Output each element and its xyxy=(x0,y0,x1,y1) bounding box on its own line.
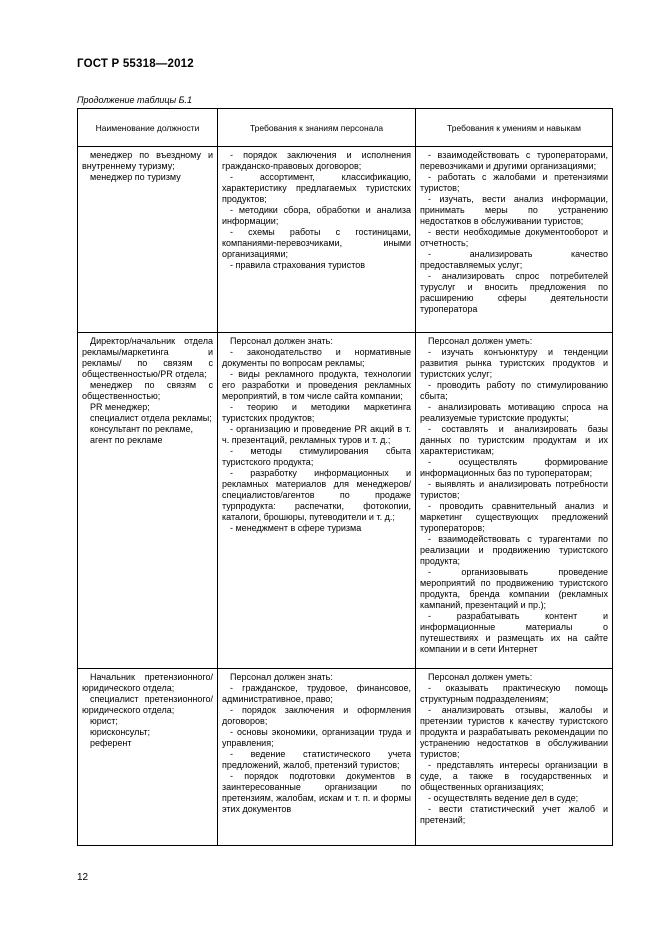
cell-position xyxy=(78,333,218,669)
paragraph: - оказывать практическую помощь структурным подразделениям; xyxy=(420,683,608,704)
paragraph: - работать с жалобами и претензиями туристов; xyxy=(420,172,608,193)
table-header-row xyxy=(78,109,613,147)
paragraph: - анализировать качество предоставляемых услуг; xyxy=(420,249,608,270)
paragraph: менеджер по связям с общественностью; xyxy=(82,380,213,401)
paragraph: - вести статистический учет жалоб и претензий; xyxy=(420,804,608,825)
table-row xyxy=(78,669,613,846)
paragraph: - проводить работу по стимулированию сбыта; xyxy=(420,380,608,401)
paragraph: - осуществлять ведение дел в суде; xyxy=(428,793,579,803)
column-header: Требования к умениям и навыкам xyxy=(416,109,613,147)
paragraph: - анализировать отзывы, жалобы и претензии туристов к качеству туристского продукта и разрабатывать рекомендации по устранению недостатков в обслуживании туристов; xyxy=(420,705,608,759)
cell-knowledge xyxy=(218,669,416,846)
table-head xyxy=(78,109,613,147)
paragraph: - порядок подготовки документов в заинтересованные организации по претензиям, жалобам, искам и т. п. и формы этих документов xyxy=(222,771,411,814)
paragraph: агент по рекламе xyxy=(90,435,163,445)
paragraph: Персонал должен знать: xyxy=(230,336,333,346)
paragraph: - менеджмент в сфере туризма xyxy=(230,523,362,533)
cell-skills xyxy=(416,147,613,333)
paragraph: - изучать, вести анализ информации, принимать меры по устранению недостатков в обслуживании туристов; xyxy=(420,194,608,226)
column-header: Требования к знаниям персонала xyxy=(218,109,416,147)
table-row xyxy=(78,333,613,669)
paragraph: юрисконсульт; xyxy=(90,727,150,737)
paragraph: консультант по рекламе, xyxy=(90,424,194,434)
table-caption: Продолжение таблицы Б.1 xyxy=(77,95,193,105)
paragraph: Директор/начальник отдела рекламы/маркетинга и рекламы/ по связям с общественностью/PR отдела; xyxy=(82,336,213,379)
paragraph: юрист; xyxy=(90,716,118,726)
paragraph: - представлять интересы организации в суде, а также в государственных и общественных организациях; xyxy=(420,760,608,792)
paragraph: - теорию и методики маркетинга туристских продуктов; xyxy=(222,402,411,423)
paragraph: специалист претензионного/ юридического отдела; xyxy=(82,694,213,715)
paragraph: - взаимодействовать с турагентами по реализации и продвижению туристского продукта; xyxy=(420,534,608,566)
paragraph: - анализировать спрос потребителей туруслуг и вносить предложения по расширению сферы деятельности туроператора xyxy=(420,271,608,314)
paragraph: Персонал должен знать: xyxy=(230,672,333,682)
paragraph: - выявлять и анализировать потребности туристов; xyxy=(420,479,608,500)
paragraph: - разрабатывать контент и информационные материалы о путешествиях и размещать их на сайте компании и в сети Интернет xyxy=(420,611,608,654)
table-row xyxy=(78,147,613,333)
paragraph: - организовывать проведение мероприятий по продвижению туристского продукта, бренда компании (рекламных кампаний, презентаций и пр.); xyxy=(420,567,608,610)
paragraph: - взаимодействовать с туроператорами, перевозчиками и другими организациями; xyxy=(420,150,608,171)
paragraph: Персонал должен уметь: xyxy=(428,336,533,346)
requirements-table xyxy=(77,108,613,846)
paragraph: PR менеджер; xyxy=(90,402,150,412)
paragraph: - основы экономики, организации труда и управления; xyxy=(222,727,411,748)
paragraph: - гражданское, трудовое, финансовое, административное, право; xyxy=(222,683,411,704)
cell-position xyxy=(78,147,218,333)
cell-skills xyxy=(416,669,613,846)
paragraph: - порядок заключения и оформления договоров; xyxy=(222,705,411,726)
paragraph: - составлять и анализировать базы данных по туристским продуктам и их характеристикам; xyxy=(420,424,608,456)
paragraph: - методы стимулирования сбыта туристского продукта; xyxy=(222,446,411,467)
paragraph: Персонал должен уметь: xyxy=(428,672,533,682)
paragraph: - методики сбора, обработки и анализа информации; xyxy=(222,205,411,226)
paragraph: - осуществлять формирование информационных баз по туроператорам; xyxy=(420,457,608,478)
paragraph: - законодательство и нормативные документы по вопросам рекламы; xyxy=(222,347,411,368)
page-number: 12 xyxy=(77,872,89,883)
paragraph: - анализировать мотивацию спроса на реализуемые туристские продукты; xyxy=(420,402,608,423)
paragraph: - вести необходимые документооборот и отчетность; xyxy=(420,227,608,248)
document-title: ГОСТ Р 55318—2012 xyxy=(77,58,194,70)
cell-skills xyxy=(416,333,613,669)
paragraph: - разработку информационных и рекламных материалов для менеджеров/специалистов/агентов по продаже турпродукта: распечатки, фотокопии, каталоги, брошюры, путеводители и т. д.; xyxy=(222,468,411,522)
paragraph: - виды рекламного продукта, технологии его разработки и проведения рекламных мероприятий, в том числе сайта компании; xyxy=(222,369,411,401)
paragraph: менеджер по туризму xyxy=(90,172,181,182)
paragraph: - организацию и проведение PR акций в т. ч. презентаций, рекламных туров и т. д.; xyxy=(222,424,411,445)
column-header: Наименование должности xyxy=(78,109,218,147)
cell-knowledge xyxy=(218,147,416,333)
paragraph: - проводить сравнительный анализ и маркетинг существующих предложений туроператоров; xyxy=(420,501,608,533)
paragraph: - правила страхования туристов xyxy=(230,260,366,270)
paragraph: - изучать конъюнктуру и тенденции развития рынка туристских продуктов и туристских услуг; xyxy=(420,347,608,379)
paragraph: - ассортимент, классификацию, характеристику предлагаемых туристских продуктов; xyxy=(222,172,411,204)
paragraph: - порядок заключения и исполнения гражданско-правовых договоров; xyxy=(222,150,411,171)
paragraph: референт xyxy=(90,738,132,748)
table-body xyxy=(78,147,613,846)
paragraph: - ведение статистического учета предложений, жалоб, претензий туристов; xyxy=(222,749,411,770)
cell-knowledge xyxy=(218,333,416,669)
paragraph: Начальник претензионного/юридического отдела; xyxy=(82,672,213,693)
cell-position xyxy=(78,669,218,846)
paragraph: - схемы работы с гостиницами, компаниями-перевозчиками, иными организациями; xyxy=(222,227,411,259)
paragraph: менеджер по въездному и внутреннему туризму; xyxy=(82,150,213,171)
paragraph: специалист отдела рекламы; xyxy=(90,413,212,423)
